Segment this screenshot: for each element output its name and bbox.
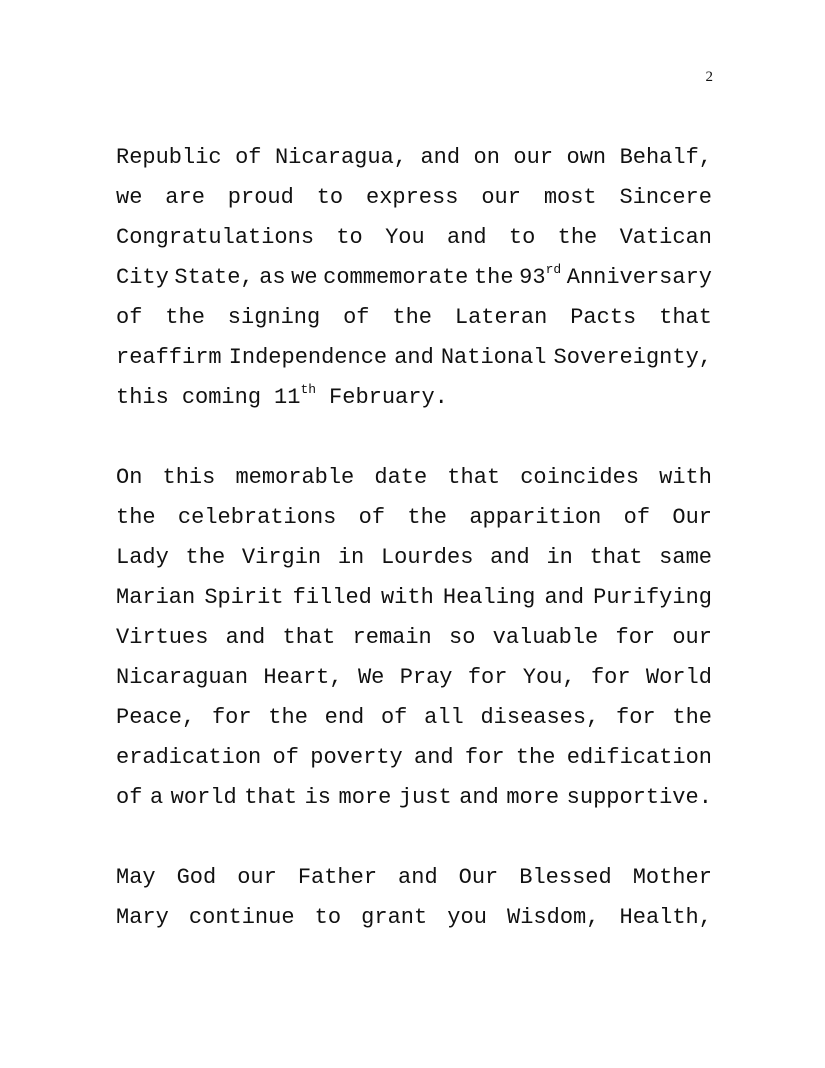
word: valuable [492, 625, 599, 650]
word: our [481, 185, 521, 210]
word: Virgin [241, 545, 322, 570]
word: Peace, [116, 705, 196, 730]
word: the [557, 225, 598, 250]
word: to [316, 185, 344, 210]
word: memorable [235, 465, 355, 490]
word: Independence [228, 345, 388, 370]
text-line [116, 338, 712, 378]
word: to [336, 225, 363, 250]
text-line [116, 218, 712, 258]
word: our [237, 865, 277, 890]
word: Lady [116, 545, 169, 570]
word: poverty [310, 745, 403, 770]
word: continue [188, 905, 295, 930]
word: world [170, 785, 237, 810]
word: own [566, 145, 607, 170]
word: and [490, 545, 530, 570]
word: signing [227, 305, 321, 330]
word: more [338, 785, 392, 810]
word: diseases, [480, 705, 600, 730]
word: Republic [116, 145, 222, 170]
word: Virtues [116, 625, 209, 650]
text-line [116, 178, 712, 218]
word: God [176, 865, 217, 890]
word: with [659, 465, 712, 490]
word: is [304, 785, 331, 810]
word: and [459, 785, 499, 810]
word: and [394, 345, 434, 370]
text-line [116, 698, 712, 738]
word: of [380, 705, 408, 730]
word: remain [352, 625, 432, 650]
word: in [337, 545, 365, 570]
word: for [616, 705, 656, 730]
word: coincides [520, 465, 640, 490]
word: and [225, 625, 266, 650]
word: Pacts [570, 305, 637, 330]
paragraph-gap [116, 418, 712, 458]
word: Father [297, 865, 378, 890]
text-line [116, 898, 712, 938]
word: that [244, 785, 298, 810]
word: filled [292, 585, 372, 610]
word: the [268, 705, 308, 730]
word: the [165, 305, 205, 330]
word: May [116, 865, 156, 890]
word: We [357, 665, 385, 690]
word: that [447, 465, 501, 490]
word: for [211, 705, 252, 730]
word: Lateran [454, 305, 548, 330]
page-number: 2 [705, 69, 713, 85]
word: and [420, 145, 461, 170]
word: Nicaraguan [116, 665, 249, 690]
paragraph [116, 458, 712, 818]
paragraph-gap [116, 818, 712, 858]
word: supportive. [566, 785, 712, 810]
word: Sovereignty, [553, 345, 712, 370]
text-line [116, 578, 712, 618]
word: of [358, 505, 386, 530]
word: proud [227, 185, 294, 210]
word: apparition [469, 505, 602, 530]
word: celebrations [177, 505, 337, 530]
word: coming [181, 385, 262, 410]
text-line [116, 498, 712, 538]
word: commemorate [323, 265, 469, 290]
word: Nicaragua, [274, 145, 407, 170]
word: end [324, 705, 365, 730]
word: edification [566, 745, 712, 770]
word: our [672, 625, 712, 650]
word: that [282, 625, 336, 650]
word: Our [458, 865, 499, 890]
word: to [508, 225, 536, 250]
word: we [116, 185, 143, 210]
word: this [162, 465, 216, 490]
word: of [272, 745, 299, 770]
word: same [659, 545, 712, 570]
word: Vatican [619, 225, 712, 250]
word: Health, [619, 905, 712, 930]
word: for [615, 625, 656, 650]
word: National [440, 345, 547, 370]
word: of [343, 305, 370, 330]
word: Heart, [263, 665, 343, 690]
word: our [513, 145, 554, 170]
word: and [544, 585, 585, 610]
word: Anniversary [566, 265, 712, 290]
word: most [543, 185, 597, 210]
word: the [116, 505, 156, 530]
word: for [590, 665, 631, 690]
word: that [589, 545, 643, 570]
word: to [314, 905, 342, 930]
text-line [116, 138, 712, 178]
word: you [447, 905, 487, 930]
word: grant [361, 905, 428, 930]
word: the [672, 705, 712, 730]
word: Healing [442, 585, 536, 610]
word: 93rd [519, 261, 562, 290]
superscript: rd [545, 261, 562, 277]
word: as [259, 265, 286, 290]
word: the [392, 305, 433, 330]
word: Our [672, 505, 712, 530]
word: Lourdes [380, 545, 474, 570]
word: eradication [116, 745, 262, 770]
word: of [116, 785, 143, 810]
word: are [165, 185, 205, 210]
word: Behalf, [619, 145, 712, 170]
paragraph [116, 138, 712, 418]
word: just [398, 785, 452, 810]
word: Mother [632, 865, 712, 890]
word: of [235, 145, 262, 170]
word: 11th [274, 381, 317, 410]
text-line [116, 618, 712, 658]
word: reaffirm [116, 345, 222, 370]
word: on [473, 145, 500, 170]
word: this [116, 385, 169, 410]
word: the [185, 545, 226, 570]
word: and [414, 745, 454, 770]
text-line [116, 378, 712, 418]
word: the [515, 745, 556, 770]
word: February. [329, 385, 448, 410]
word: You, [522, 665, 576, 690]
superscript: th [300, 381, 317, 397]
word: World [645, 665, 712, 690]
text-line [116, 658, 712, 698]
word: and [398, 865, 438, 890]
word: we [291, 265, 318, 290]
word: the [473, 265, 514, 290]
word: more [506, 785, 560, 810]
text-line [116, 738, 712, 778]
word: Pray [399, 665, 453, 690]
letter-body [116, 138, 712, 938]
word: of [116, 305, 143, 330]
text-line [116, 858, 712, 898]
text-line [116, 458, 712, 498]
word: Blessed [519, 865, 612, 890]
word: Congratulations [116, 225, 315, 250]
word: and [447, 225, 487, 250]
word: City [116, 265, 169, 290]
text-line [116, 258, 712, 298]
word: You [385, 225, 425, 250]
word: all [424, 705, 464, 730]
text-line [116, 298, 712, 338]
word: Mary [116, 905, 169, 930]
word: express [366, 185, 459, 210]
word: that [659, 305, 712, 330]
word: so [449, 625, 476, 650]
word: State, [174, 265, 254, 290]
word: Wisdom, [507, 905, 600, 930]
word: for [467, 665, 508, 690]
word: the [407, 505, 447, 530]
word: Purifying [593, 585, 712, 610]
word: a [149, 785, 164, 810]
word: date [374, 465, 428, 490]
paragraph [116, 858, 712, 938]
text-line [116, 538, 712, 578]
word: for [464, 745, 505, 770]
word: On [116, 465, 143, 490]
word: Sincere [619, 185, 712, 210]
word: of [623, 505, 651, 530]
word: Spirit [204, 585, 284, 610]
word: with [380, 585, 434, 610]
word: in [546, 545, 573, 570]
word: Marian [116, 585, 196, 610]
text-line [116, 778, 712, 818]
